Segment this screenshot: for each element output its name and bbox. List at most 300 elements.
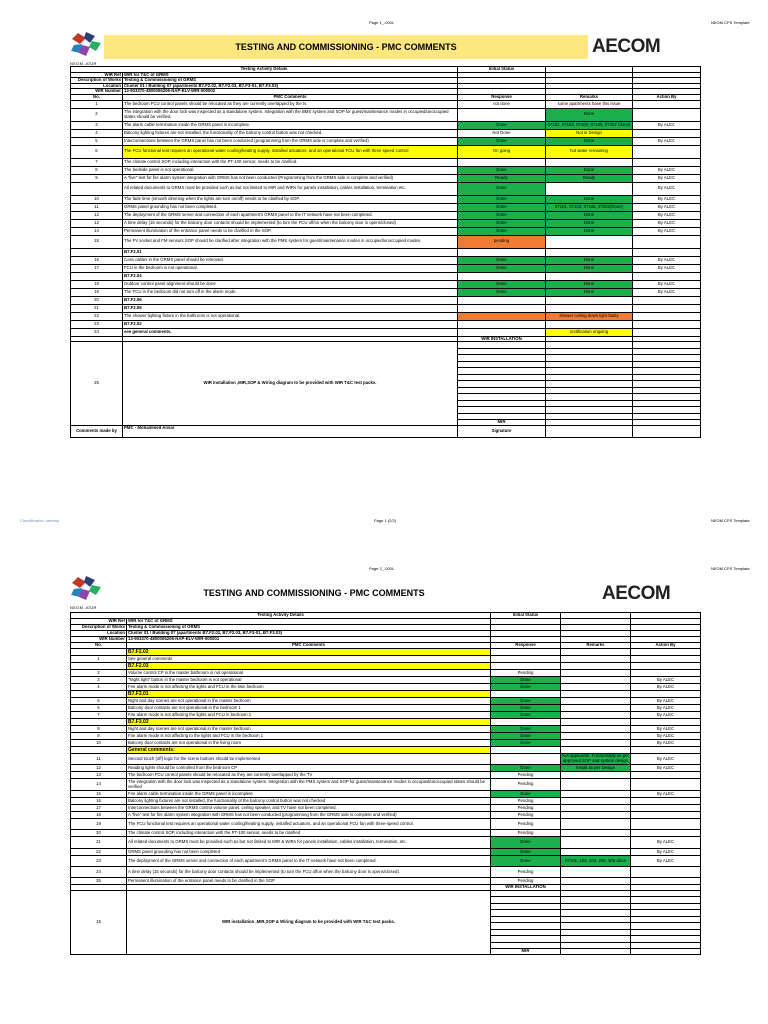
action-by-cell: By ALEC	[631, 705, 701, 712]
table-row	[71, 328, 701, 336]
remarks-cell	[561, 740, 631, 747]
wir-ref-value: WIR for T&C of GRMS	[127, 619, 491, 625]
pmc-comment: The integration with the door lock was inspected as a standalone system. Integration with the PMS system and SOP for guest/maintenance modes in occupied/unoccupied states should be verified	[127, 779, 491, 791]
action-by-cell	[633, 158, 701, 166]
remarks-cell: shower ceiling down light faulty	[546, 312, 633, 320]
response-cell: Not Done	[458, 129, 546, 137]
response-cell: Done	[491, 698, 561, 705]
remarks-cell: Not in Design	[546, 129, 633, 137]
remarks-cell: Done	[546, 211, 633, 219]
empty-cell	[561, 663, 631, 670]
col-pmc-comments: PMC Comments	[123, 94, 458, 100]
pmc-comment: FCU in the bedroom is not operational.	[123, 264, 458, 272]
pmc-comment: GRMS panel grounding has not been completed.	[123, 203, 458, 211]
table-row	[71, 312, 701, 320]
table-row	[71, 174, 701, 182]
row-number: 17	[71, 805, 127, 812]
wir-ref-value: WIR for T&C of GRMS	[123, 72, 458, 78]
table-row	[71, 856, 701, 867]
footer-right: NEOM CPS Template	[711, 518, 750, 523]
location-value: Cluster 01 / Building 07 (apartments B7.F2.02, B7.F2.03, B7.F3-01, B7.F3.03)	[123, 83, 458, 89]
row-number: 21	[71, 304, 123, 312]
action-by-cell: By ALEC	[633, 211, 701, 219]
pmc-comment: Fire alarm mode is not affecting the lights and FCU in the twin bedroom	[127, 684, 491, 691]
remarks-cell	[561, 779, 631, 791]
signature-label: Signature	[458, 425, 546, 437]
action-by-cell	[631, 867, 701, 878]
table-row	[71, 830, 701, 837]
response-cell: Done	[491, 733, 561, 740]
row-number: 21	[71, 837, 127, 849]
action-by-cell: By ALEC	[631, 740, 701, 747]
table-row	[71, 235, 701, 248]
pmc-comment: The fade time (smooth dimming when the lights are turn on/off) needs to be clarified by SOP.	[123, 195, 458, 203]
response-cell: Done	[458, 211, 546, 219]
pmc-comment: B7.F2.01	[123, 248, 458, 256]
action-by-cell: By ALEC	[631, 765, 701, 772]
response-cell: Pending	[491, 805, 561, 812]
action-by-cell: By ALEC	[631, 698, 701, 705]
row-number	[71, 272, 123, 280]
table-row	[71, 158, 701, 166]
row-number: 1	[71, 100, 123, 108]
row-number: 11	[71, 203, 123, 211]
location-label: Location	[71, 631, 127, 637]
response-cell	[458, 248, 546, 256]
pmc-comment: B7.F2.06	[123, 296, 458, 304]
response-cell: Pending	[491, 878, 561, 885]
response-cell: Pending	[491, 772, 561, 779]
comments-made-by-label: Comments made by	[71, 425, 123, 437]
table-row	[71, 288, 701, 296]
remarks-cell: hot water remaining	[546, 145, 633, 158]
pmc-comment: The FCU functional test requires an operational water cooling/heating supply, installed actuators, and an operational FCU fan with three speed control	[123, 145, 458, 158]
col-action-by: Action By	[633, 94, 701, 100]
response-cell: Pending	[491, 867, 561, 878]
empty-cell	[561, 747, 631, 754]
row-number: 8	[71, 726, 127, 733]
empty-cell	[491, 649, 561, 656]
remarks-cell: 07101, 07104, 07105, 07202(Done)	[546, 203, 633, 211]
col-response: Response	[491, 643, 561, 649]
remarks-cell: Done	[546, 264, 633, 272]
mir-label: MIR	[491, 949, 561, 955]
pmc-comment: A "live" test for fire alarm system integration with GRMS has not been conducted (Programming from the GRMS side is complete and verified)	[123, 174, 458, 182]
table-row	[71, 754, 701, 765]
action-by-cell: By ALEC	[631, 837, 701, 849]
row-number: 23	[71, 856, 127, 867]
empty-cell	[546, 425, 633, 437]
section-heading: B7.F2.02	[127, 649, 491, 656]
action-by-cell: By ALEC	[631, 791, 701, 798]
logo-caption: NEOM JOUR	[70, 61, 97, 66]
action-by-cell	[631, 670, 701, 677]
col-response: Response	[458, 94, 546, 100]
pmc-comment: Reading lights should be controlled from the bedroom CP	[127, 765, 491, 772]
row-number: 3	[71, 121, 123, 129]
response-cell	[458, 108, 546, 121]
table-row	[71, 137, 701, 145]
title-text: TESTING AND COMMISSIONING - PMC COMMENTS	[203, 588, 425, 598]
pmc-comment: Permanent illumination of the entrance panel needs to be clarified in the SOP.	[123, 227, 458, 235]
pmc-comment: A time delay (15 seconds) for the balcony door contacts should be implemented (to turn the FCU offon when the balcony door is opens/closed).	[127, 867, 491, 878]
pmc-comment: Balcony lighting fixtures are not installed, the functionality of the balcony control button was not checked	[127, 798, 491, 805]
wir-ref-label: WIR Ref	[71, 72, 123, 78]
action-by-cell	[633, 296, 701, 304]
logo-caption: NEOM JOUR	[70, 605, 97, 610]
empty-cell	[491, 663, 561, 670]
table-row	[71, 304, 701, 312]
action-by-cell: By ALEC	[633, 264, 701, 272]
row-number	[71, 747, 127, 754]
empty-cell	[491, 691, 561, 698]
template-label: NEOM CPS Template	[711, 20, 750, 25]
table-row	[71, 280, 701, 288]
wir-requirement: WIR installation ,MIR,SOP & Wiring diagram to be provided with WIR T&C test packs.	[127, 890, 491, 954]
response-cell: Done	[458, 288, 546, 296]
wir-number-value: 13-903370-4800006206-NAP-ELV-WIR-000002	[123, 89, 458, 95]
table-row	[71, 182, 701, 195]
response-cell: Done	[458, 256, 546, 264]
row-number: 19	[71, 288, 123, 296]
remarks-cell: Done	[546, 256, 633, 264]
response-cell	[458, 312, 546, 320]
table-row	[71, 726, 701, 733]
response-cell: Pending	[491, 819, 561, 830]
remarks-cell	[561, 849, 631, 856]
comments-table-2	[70, 612, 701, 955]
remarks-cell	[561, 830, 631, 837]
pmc-comment: Balcony door contacts are not operational in the bedroom 1	[127, 705, 491, 712]
remarks-cell	[561, 805, 631, 812]
pmc-comment: Fire alarm cable termination inside the GRMS panel is incomplete	[127, 791, 491, 798]
action-by-cell	[631, 812, 701, 819]
row-number	[71, 663, 127, 670]
pmc-comment: B7.F2.04	[123, 272, 458, 280]
table-row	[71, 677, 701, 684]
response-cell: Done	[491, 791, 561, 798]
action-by-cell: By ALEC	[633, 166, 701, 174]
description-of-works-value: Testing & Commissioning of GRMS	[127, 625, 491, 631]
table-row	[71, 145, 701, 158]
comments-table-1	[70, 66, 701, 438]
response-cell: Pending	[491, 830, 561, 837]
remarks-cell	[546, 304, 633, 312]
remarks-cell: Done	[546, 195, 633, 203]
action-by-cell	[633, 248, 701, 256]
table-row	[71, 108, 701, 121]
remarks-cell: Done	[546, 280, 633, 288]
table-row	[71, 878, 701, 885]
response-cell: Pending	[491, 670, 561, 677]
row-number: 16	[71, 798, 127, 805]
action-by-cell: By ALEC	[631, 677, 701, 684]
response-cell: Done	[458, 137, 546, 145]
remarks-cell: Install as per Design	[561, 765, 631, 772]
row-number: 6	[71, 145, 123, 158]
table-row	[71, 805, 701, 812]
action-by-cell	[633, 312, 701, 320]
action-by-cell	[631, 772, 701, 779]
response-cell: Pending	[491, 798, 561, 805]
remarks-cell: Done	[546, 166, 633, 174]
section-heading: B7.F3.01	[127, 691, 491, 698]
template-label: NEOM CPS Template	[711, 566, 750, 571]
row-number: 20	[71, 296, 123, 304]
remarks-cell	[561, 670, 631, 677]
row-number: 17	[71, 264, 123, 272]
pmc-comment: The FV socket and FM sensors SOP should be clarified after integration with the PMS system for guest/maintenance modes in occupied/unoccupied modes.	[123, 235, 458, 248]
empty-cell	[631, 663, 701, 670]
table-row	[71, 684, 701, 691]
wir-requirement: WIR installation ,MIR,SOP & Wiring diagram to be provided with WIR T&C test packs.	[123, 342, 458, 426]
pmc-comment: Second touch (off) logic for the scene buttons should be implemented	[127, 754, 491, 765]
initial-status-header: Initial Status	[491, 613, 561, 619]
row-number: 24	[71, 328, 123, 336]
remarks-cell	[546, 296, 633, 304]
aecom-logo: AECOM	[602, 583, 671, 604]
row-number: 14	[71, 779, 127, 791]
pmc-comment: All related documents to GRMS must be provided such as but not limited to MIR and WIRs for panels installation, cables installation, termination etc.	[123, 182, 458, 195]
col-remarks: Remarks	[546, 94, 633, 100]
action-by-cell	[633, 108, 701, 121]
table-row	[71, 649, 701, 656]
row-number: 9	[71, 733, 127, 740]
table-row	[71, 812, 701, 819]
signature-row	[71, 425, 701, 437]
response-cell: Done	[458, 182, 546, 195]
response-cell	[458, 158, 546, 166]
action-by-cell	[631, 819, 701, 830]
remarks-cell: some apartments have this issue	[546, 100, 633, 108]
table-row	[71, 849, 701, 856]
table-row	[71, 219, 701, 227]
row-number: 7	[71, 712, 127, 719]
remarks-cell: Done	[546, 288, 633, 296]
row-number	[71, 719, 127, 726]
page-2	[0, 548, 768, 1024]
remarks-cell	[546, 248, 633, 256]
pmc-comment: The FCU functional test requires an operational water cooling/heating supply, installed actuators, and an operational FCU fan with three-speed control.	[127, 819, 491, 830]
row-number: 4	[71, 129, 123, 137]
wir-ref-label: WIR Ref	[71, 619, 127, 625]
response-cell: Ready	[458, 174, 546, 182]
response-cell	[491, 656, 561, 663]
pmc-comment: GRMS panel grounding has not been completed	[127, 849, 491, 856]
row-number: 18	[71, 280, 123, 288]
action-by-cell	[631, 878, 701, 885]
action-by-cell	[633, 145, 701, 158]
action-by-cell	[633, 272, 701, 280]
remarks-cell	[561, 684, 631, 691]
table-row	[71, 129, 701, 137]
table-row	[71, 747, 701, 754]
response-cell: Done	[491, 712, 561, 719]
action-by-cell: By ALEC	[631, 712, 701, 719]
pmc-comment: Fire alarm mode is not affecting the lights and FCU in bedroom 1	[127, 712, 491, 719]
col-no: No.	[71, 94, 123, 100]
action-by-cell: By ALEC	[633, 280, 701, 288]
col-pmc-comments: PMC Comments	[127, 643, 491, 649]
response-cell	[458, 328, 546, 336]
title-text: TESTING AND COMMISSIONING - PMC COMMENTS	[235, 42, 457, 52]
activity-header: Testing Activity Details	[71, 613, 491, 619]
row-number	[71, 649, 127, 656]
action-by-cell: By ALEC	[631, 849, 701, 856]
section-heading: B7.F2.03	[127, 663, 491, 670]
action-by-cell: By ALEC	[633, 137, 701, 145]
table-row	[71, 733, 701, 740]
row-number: 5	[71, 137, 123, 145]
remarks-cell	[546, 235, 633, 248]
empty-cell	[561, 719, 631, 726]
action-by-cell: By ALEC	[631, 856, 701, 867]
table-row	[71, 705, 701, 712]
col-action-by: Action By	[631, 643, 701, 649]
remarks-cell	[561, 733, 631, 740]
action-by-cell	[631, 779, 701, 791]
response-cell	[458, 272, 546, 280]
row-number: 9	[71, 174, 123, 182]
response-cell: pending	[458, 235, 546, 248]
table-row	[71, 765, 701, 772]
response-cell: Done	[458, 264, 546, 272]
action-by-cell	[633, 235, 701, 248]
empty-cell	[631, 747, 701, 754]
initial-status-header: Initial Status	[458, 67, 546, 73]
row-number: 13	[71, 772, 127, 779]
empty-cell	[561, 691, 631, 698]
pmc-comment: Balcony lighting fixtures are not installed, the functionality of the balcony control button was not checked.	[123, 129, 458, 137]
row-number: 24	[71, 867, 127, 878]
table-row	[71, 121, 701, 129]
remarks-cell	[561, 791, 631, 798]
row-number: 22	[71, 849, 127, 856]
row-number: 25	[71, 342, 123, 426]
neom-logo-icon	[68, 31, 104, 59]
row-number: 16	[71, 256, 123, 264]
pmc-name: PMC - Mohammed Ansar	[123, 425, 458, 437]
pmc-comment: Outdoor control panel alignment should be done	[123, 280, 458, 288]
table-row	[71, 798, 701, 805]
pmc-comment: Fire alarm mode is not affecting to the lights and FCU in the bedroom 1	[127, 733, 491, 740]
empty-cell	[633, 425, 701, 437]
table-row	[71, 698, 701, 705]
remarks-cell	[561, 819, 631, 830]
remarks-cell: rectification ongoing	[546, 328, 633, 336]
table-row	[71, 791, 701, 798]
remarks-cell	[561, 726, 631, 733]
empty-cell	[631, 649, 701, 656]
response-cell	[491, 754, 561, 765]
empty-cell	[631, 691, 701, 698]
remarks-cell: 07101, 103, 104, 205, 306 done	[561, 856, 631, 867]
response-cell: Done	[491, 726, 561, 733]
empty-cell	[561, 649, 631, 656]
row-number: 1	[71, 656, 127, 663]
response-cell: Done	[491, 849, 561, 856]
page-title	[104, 581, 524, 605]
row-number: 10	[71, 740, 127, 747]
row-number: 14	[71, 227, 123, 235]
pmc-comment: All related documents to GRMS must be provided such as but not limited to MIR & WIRs for panels installation, cables installation, termination, etc.	[127, 837, 491, 849]
table-row	[71, 867, 701, 878]
row-number: 2	[71, 670, 127, 677]
pmc-comment: Interconnections between the GRMS panel has not been conducted (programming from the GRMS side is complete and verified)	[123, 137, 458, 145]
neom-logo-icon	[68, 575, 104, 603]
response-cell: Done	[491, 765, 561, 772]
response-cell: Done	[491, 856, 561, 867]
empty-cell	[631, 949, 701, 955]
pmc-comment: The bedside panel is not operational.	[123, 166, 458, 174]
remarks-cell	[546, 182, 633, 195]
pmc-comment: Permanent illumination of the entrance panel needs to be clarified in the SOP	[127, 878, 491, 885]
remarks-cell	[546, 158, 633, 166]
table-row	[71, 819, 701, 830]
table-row	[71, 166, 701, 174]
wir-number-label: WIR Number	[71, 637, 127, 643]
page-label: Page 2_-000L	[369, 566, 395, 571]
remarks-cell	[561, 798, 631, 805]
action-by-cell	[633, 328, 701, 336]
response-cell	[458, 320, 546, 328]
row-number: 18	[71, 812, 127, 819]
remarks-cell: Done	[546, 108, 633, 121]
row-number: 8	[71, 166, 123, 174]
remarks-cell: Done	[546, 219, 633, 227]
row-number	[71, 182, 123, 195]
table-row	[71, 248, 701, 256]
empty-cell	[561, 949, 631, 955]
response-cell: Done	[458, 121, 546, 129]
mir-label: MIR	[458, 420, 546, 426]
remarks-cell	[546, 272, 633, 280]
action-by-cell	[633, 320, 701, 328]
activity-header: Testing Activity Details	[71, 67, 458, 73]
remarks-cell	[561, 677, 631, 684]
description-of-works-value: Testing & Commissioning of GRMS	[123, 78, 458, 84]
remarks-cell	[561, 878, 631, 885]
response-cell	[458, 304, 546, 312]
row-number: 15	[71, 235, 123, 248]
row-number	[71, 248, 123, 256]
row-number: 12	[71, 765, 127, 772]
row-number: 10	[71, 195, 123, 203]
table-row	[71, 712, 701, 719]
row-number: 25	[71, 878, 127, 885]
pmc-comment: Night and day scenes are not operational in the master bedroom	[127, 698, 491, 705]
row-number: 3	[71, 677, 127, 684]
action-by-cell: By ALEC	[633, 121, 701, 129]
action-by-cell	[631, 656, 701, 663]
row-number: 23	[71, 320, 123, 328]
row-number: 15	[71, 791, 127, 798]
action-by-cell: By ALEC	[633, 174, 701, 182]
action-by-cell: By ALEC	[631, 733, 701, 740]
remarks-cell: Not applicable. Functionality as per approved SOP and system design	[562, 753, 629, 763]
row-number: 20	[71, 830, 127, 837]
pmc-comment: A time delay (15 seconds) for the balcony door contacts should be implemented (to turn the FCU off/on when the balcony door is opens/closed)	[123, 219, 458, 227]
col-no: No.	[71, 643, 127, 649]
remarks-cell	[561, 812, 631, 819]
page-title	[104, 35, 588, 59]
response-cell: Done	[458, 219, 546, 227]
description-of-works-label: Description of Works	[71, 625, 127, 631]
response-cell: Done	[491, 705, 561, 712]
action-by-cell	[631, 830, 701, 837]
location-value: Cluster 01 / Building 07 (apartments B7.F2.02, B7.F2.03, B7.F3-01, B7.F3.03)	[127, 631, 491, 637]
table-row	[71, 272, 701, 280]
